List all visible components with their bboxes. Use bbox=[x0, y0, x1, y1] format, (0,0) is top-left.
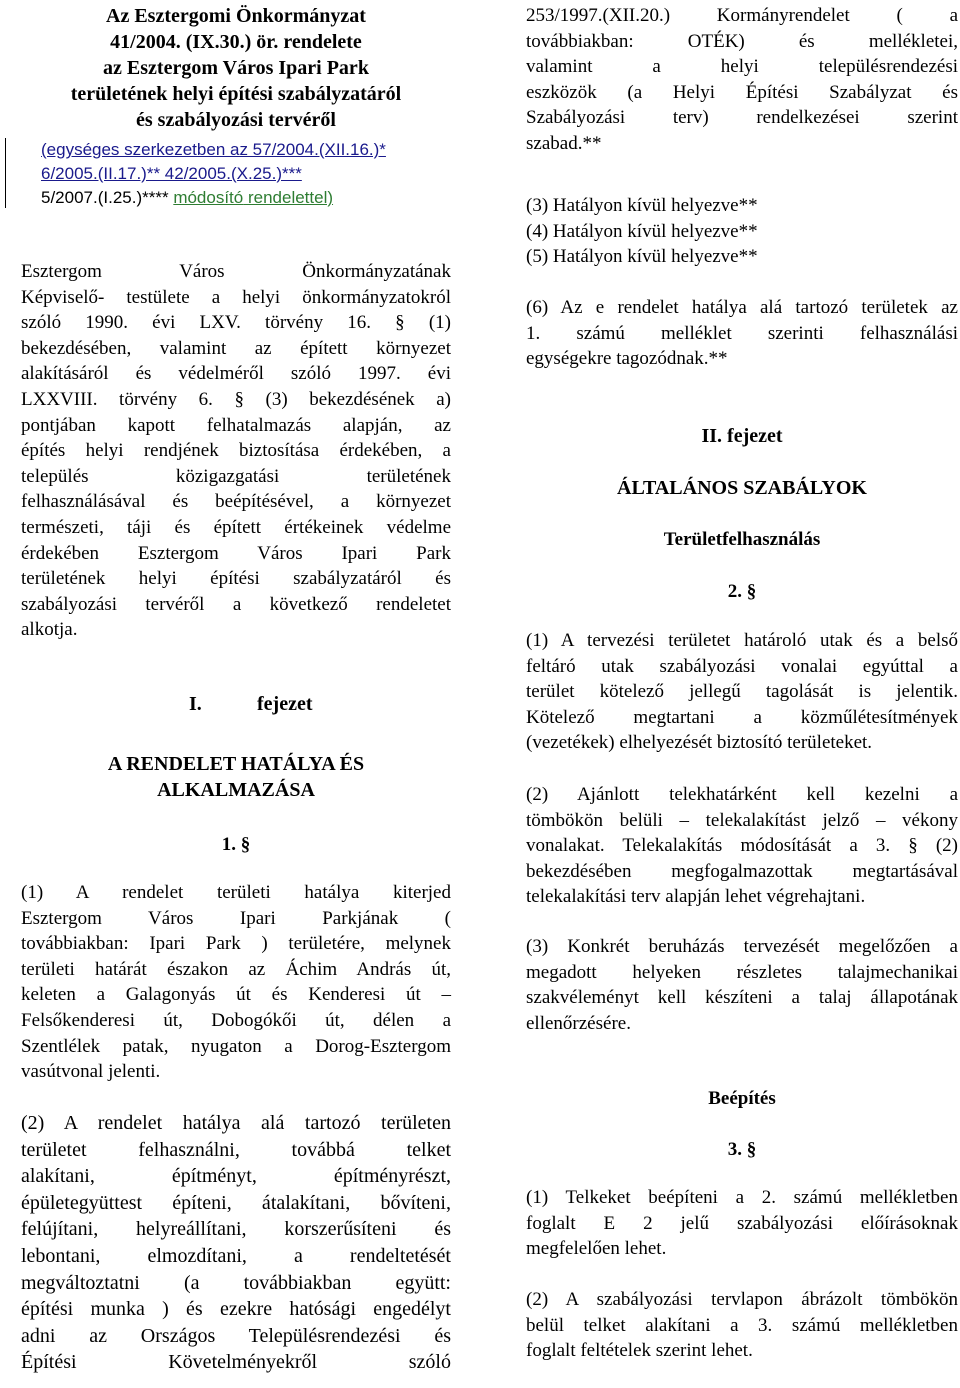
text-line: vonalakat. Telekalakítás módosítását a 3. § (2) bbox=[526, 835, 958, 857]
text-line: (2) Ajánlott telekhatárként kell kezelni a bbox=[526, 784, 958, 805]
text-line: érdekében Esztergom Város Ipari Park bbox=[21, 542, 451, 564]
text-line: felhasználásával és beépítésével, a környezet bbox=[21, 491, 451, 513]
text-line: LXXVIII. törvény 6. § (3) bekezdésének a) bbox=[21, 388, 451, 410]
text-line: Építési Követelményekről szóló bbox=[21, 1351, 451, 1374]
consolidation-line: (egységes szerkezetben az 57/2004.(XII.16.)* bbox=[41, 140, 386, 159]
revision-bar bbox=[5, 138, 6, 208]
text-line: Szentlélek patak, nyugaton a Dorog-Esztergom bbox=[21, 1035, 451, 1057]
text-line: szakvéleményt kell készíteni a talaj állapotának bbox=[526, 987, 958, 1009]
text-line: (3) Hatályon kívül helyezve** bbox=[526, 195, 758, 216]
text-line: (5) Hatályon kívül helyezve** bbox=[526, 246, 758, 268]
text-line: alakításáról és védelméről szóló 1997. évi bbox=[21, 363, 451, 385]
text-line: bekezdésében megfogalmazottak megtartásával bbox=[526, 860, 958, 882]
text-line: tömbökön belüli – telekalakítást jelző – vékony bbox=[526, 809, 958, 831]
title-line: A RENDELET HATÁLYA ÉS bbox=[107, 753, 365, 775]
text-line: természeti, táji és épített értékeinek védelme bbox=[21, 516, 451, 538]
text-line: (3) Konkrét beruházás tervezését megelőzően a bbox=[526, 936, 958, 957]
section-3-para-1 bbox=[526, 1185, 958, 1262]
text-line: foglalt feltételek szerint lehet. bbox=[526, 1340, 753, 1362]
subheading-land-use: Területfelhasználás bbox=[663, 529, 821, 550]
text-line: területet felhasználni, továbbá telket bbox=[21, 1138, 451, 1161]
text-line: telekalakítási terv alapján lehet végrehajtani. bbox=[526, 886, 866, 908]
text-line: 1. számú melléklet szerinti felhasználási bbox=[526, 322, 958, 344]
text-line: keleten a Galagonyás út és Kenderesi út – bbox=[21, 984, 451, 1006]
text-line: Felsőkenderesi út, Dobogókői út, délen a bbox=[21, 1009, 451, 1031]
document-title bbox=[21, 3, 451, 133]
section-3-number: 3. § bbox=[727, 1139, 757, 1160]
text-line: építési munka ) és ezekre hatósági engedélyt bbox=[21, 1298, 451, 1321]
chapter-number: I. bbox=[189, 693, 202, 715]
text-line: megfelelően lehet. bbox=[526, 1238, 667, 1260]
consolidation-line: 6/2005.(II.17.)** 42/2005.(X.25.)*** bbox=[41, 164, 302, 183]
chapter-word: fejezet bbox=[257, 693, 313, 715]
section-1-para-1 bbox=[21, 880, 451, 1085]
text-line: 253/1997.(XII.20.) Kormányrendelet ( a bbox=[526, 5, 958, 26]
text-line: Képviselő- testülete a helyi önkormányzatokról bbox=[21, 286, 451, 308]
consolidation-ref: 5/2007.(I.25.)**** bbox=[41, 188, 174, 207]
section-2-para-1 bbox=[526, 628, 958, 756]
text-line: építés helyi rendjének biztosítása érdekében, a bbox=[21, 440, 451, 462]
text-line: (6) Az e rendelet hatálya alá tartozó területek az bbox=[526, 297, 958, 318]
text-line: területének helyi építési szabályzatáról és bbox=[21, 568, 451, 590]
section-3-para-2 bbox=[526, 1287, 958, 1364]
text-line: (1) Telkeket beépíteni a 2. számú mellékletben bbox=[526, 1187, 958, 1208]
chapter-1-title bbox=[21, 751, 451, 803]
text-line: terület kötelező jellegű tagolását is jelentik. bbox=[526, 681, 958, 703]
subheading-building: Beépítés bbox=[708, 1088, 776, 1109]
title-line: területének helyi építési szabályzatáról bbox=[70, 83, 402, 105]
text-line: valamint a helyi településrendezési bbox=[526, 56, 958, 78]
chapter-2-heading: II. fejezet bbox=[701, 425, 783, 447]
text-line: bekezdésében, valamint az épített környezet bbox=[21, 337, 451, 359]
title-line: az Esztergom Város Ipari Park bbox=[103, 57, 369, 79]
text-line: (1) A tervezési területet határoló utak és a belső bbox=[526, 630, 958, 651]
text-line: Szabályozási terv) rendelkezései szerint bbox=[526, 107, 958, 129]
title-line: és szabályozási tervéről bbox=[136, 109, 336, 131]
text-line: pontjában kapott felhatalmazás alapján, az bbox=[21, 414, 451, 436]
consolidation-line bbox=[41, 186, 451, 210]
text-line: ellenőrzésére. bbox=[526, 1012, 631, 1034]
text-line: továbbiakban: OTÉK) és mellékletei, bbox=[526, 30, 958, 52]
section-1-para-2-continued bbox=[526, 3, 958, 157]
text-line: foglalt E 2 jelű szabályozási előírásoknak bbox=[526, 1212, 958, 1234]
title-line: ALKALMAZÁSA bbox=[157, 779, 315, 801]
text-line: belül telket alakítani a 3. számú mellékletben bbox=[526, 1314, 958, 1336]
text-line: (4) Hatályon kívül helyezve** bbox=[526, 220, 758, 242]
amending-link[interactable]: módosító bbox=[173, 188, 244, 207]
text-line: szabályozási tervéről a következő rendeletet bbox=[21, 593, 451, 615]
section-2-para-2 bbox=[526, 782, 958, 910]
text-line: szabad.** bbox=[526, 132, 602, 154]
title-line: 41/2004. (IX.30.) ör. rendelete bbox=[110, 31, 362, 53]
text-line: szóló 1990. évi LXV. törvény 16. § (1) bbox=[21, 312, 451, 334]
chapter-2-title: ÁLTALÁNOS SZABÁLYOK bbox=[617, 477, 867, 499]
section-2-number: 2. § bbox=[727, 581, 757, 602]
text-line: alakítani, építményt, építményrészt, bbox=[21, 1165, 451, 1188]
section-1-para-6 bbox=[526, 295, 958, 372]
text-line: település közigazgatási területének bbox=[21, 465, 451, 487]
text-line: felújítani, helyreállítani, korszerűsíteni és bbox=[21, 1218, 451, 1241]
section-1-number: 1. § bbox=[221, 834, 251, 855]
text-line: épületegyüttest építeni, átalakítani, bővíteni, bbox=[21, 1191, 451, 1214]
text-line: (vezetékek) elhelyezését biztosító területeket. bbox=[526, 732, 873, 754]
text-line: (2) A rendelet hatálya alá tartozó területen bbox=[21, 1112, 451, 1134]
text-line: megváltoztatni (a továbbiakban együtt: bbox=[21, 1271, 451, 1294]
section-2-para-3 bbox=[526, 934, 958, 1036]
repealed-paragraphs bbox=[526, 193, 958, 270]
text-line: egységekre tagozódnak.** bbox=[526, 348, 728, 370]
text-line: továbbiakban: Ipari Park ) területére, melynek bbox=[21, 933, 451, 955]
text-line: lebontani, elmozdítani, a rendeltetését bbox=[21, 1244, 451, 1267]
text-line: vasútvonal jelenti. bbox=[21, 1061, 161, 1083]
text-line: feltáró utak szabályozási vonalai egyúttal a bbox=[526, 655, 958, 677]
amending-link-suffix[interactable]: rendelettel) bbox=[243, 188, 334, 207]
text-line: (2) A szabályozási tervlapon ábrázolt tömbökön bbox=[526, 1289, 958, 1310]
text-line: Esztergom Város Önkormányzatának bbox=[21, 261, 451, 282]
text-line: adni az Országos Településrendezési és bbox=[21, 1324, 451, 1347]
text-line: alkotja. bbox=[21, 619, 78, 641]
consolidation-note bbox=[41, 138, 451, 210]
title-line: Az Esztergomi Önkormányzat bbox=[106, 5, 366, 27]
text-line: (1) A rendelet területi hatálya kiterjed bbox=[21, 882, 451, 903]
text-line: Esztergom Város Ipari Parkjának ( bbox=[21, 907, 451, 929]
text-line: Kötelező megtartani a közműlétesítmények bbox=[526, 706, 958, 728]
text-line: megadott helyeken részletes talajmechanikai bbox=[526, 961, 958, 983]
section-1-para-2 bbox=[21, 1110, 451, 1376]
text-line: területi határát északon az Áchim András út, bbox=[21, 958, 451, 980]
preamble bbox=[21, 259, 451, 643]
text-line: eszközök (a Helyi Építési Szabályzat és bbox=[526, 81, 958, 103]
